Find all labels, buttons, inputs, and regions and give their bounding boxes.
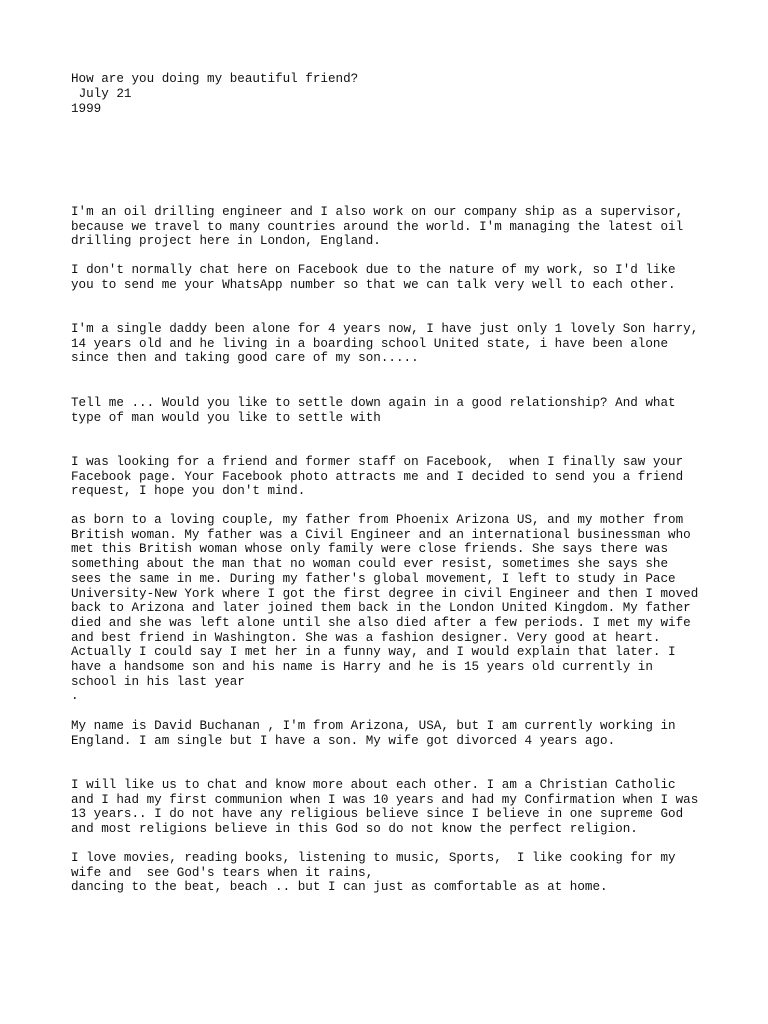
paragraph-single-father: I'm a single daddy been alone for 4 years now, I have just only 1 lovely Son harry, 14 years old and he living in a boarding school United state, i have been alone since then and taking good care of my son..... [71, 322, 699, 366]
paragraph-relationship-question: Tell me ... Would you like to settle down again in a good relationship? And what type of man would you like to settle with [71, 396, 676, 425]
date-line: July 21 [71, 87, 132, 101]
paragraph-whatsapp-request: I don't normally chat here on Facebook due to the nature of my work, so I'd like you to send me your WhatsApp number so that we can talk very well to each other. [71, 263, 676, 292]
greeting-line: How are you doing my beautiful friend? [71, 72, 359, 86]
paragraph-facebook-request: I was looking for a friend and former staff on Facebook, when I finally saw your Facebook page. Your Facebook photo attracts me and I decided to send you a friend request, I hope you don't mind. [71, 455, 684, 499]
paragraph-family-background: as born to a loving couple, my father from Phoenix Arizona US, and my mother from British woman. My father was a Civil Engineer and an international businessman who met this British woman whose only family were close friends. She says there was something about the man that no woman could ever resist, sometimes she says she sees the same in me. During my father's global movement, I left to study in Pace University-New York where I got the first degree in civil Engineer and then I moved back to Arizona and later joined them back in the London United Kingdom. My father died and she was left alone until she also died after a few periods. I met my wife and best friend in Washington. She was a fashion designer. Very good at heart. Actually I could say I met her in a funny way, and I would explain that later. I have a handsome son and his name is Harry and he is 15 years old currently in school in his last year . [71, 513, 699, 704]
paragraph-introduction: My name is David Buchanan , I'm from Arizona, USA, but I am currently working in England. I am single but I have a son. My wife got divorced 4 years ago. [71, 719, 676, 748]
paragraph-hobbies: I love movies, reading books, listening to music, Sports, I like cooking for my wife and see God's tears when it rains, dancing to the beat, beach .. but I can just as comfortable as at home. [71, 851, 676, 895]
paragraph-occupation: I'm an oil drilling engineer and I also work on our company ship as a supervisor, because we travel to many countries around the world. I'm managing the latest oil drilling project here in London, England. [71, 205, 684, 249]
year-line: 1999 [71, 102, 102, 116]
paragraph-religion: I will like us to chat and know more about each other. I am a Christian Catholic and I had my first communion when I was 10 years and had my Confirmation when I was 13 years.. I do not have any religious believe since I believe in one supreme God and most religions believe in this God so do not know the perfect religion. [71, 778, 699, 837]
